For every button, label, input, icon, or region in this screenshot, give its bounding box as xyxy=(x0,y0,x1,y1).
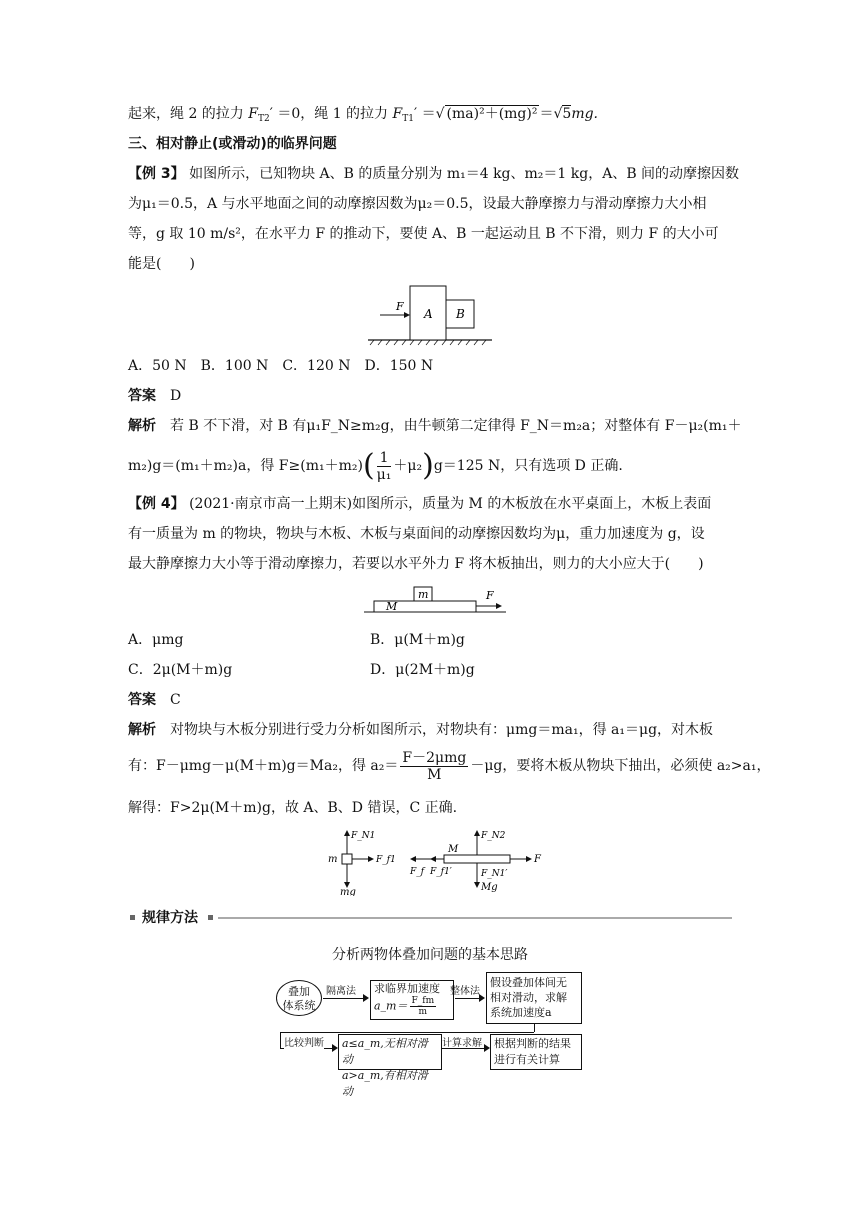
ex4-line3: 最大静摩擦力大小等于滑动摩擦力，若要以水平外力 F 将木板抽出，则力的大小应大于( ) xyxy=(128,556,704,572)
label-board-m: M xyxy=(448,844,459,855)
box2-line1: 假设叠加体间无 xyxy=(490,976,567,989)
paren-right: ) xyxy=(422,448,434,483)
ex4-tag: 【例 4】 xyxy=(128,496,185,512)
ex3-analysis2 xyxy=(128,448,623,484)
divider-line xyxy=(218,917,732,919)
label-m-small: m xyxy=(418,588,429,601)
top-line-text-3: ′ ＝ xyxy=(413,106,436,122)
ex3-tag: 【例 3】 xyxy=(128,166,185,182)
flow-title: 分析两物体叠加问题的基本思路 xyxy=(332,947,528,963)
sqrt5-sign: √ xyxy=(553,106,563,122)
method-divider xyxy=(128,908,732,928)
oval-stack-system xyxy=(276,980,322,1016)
label-f: F xyxy=(486,589,494,602)
fraction-numerator: 1 xyxy=(377,450,392,467)
divider-square-left xyxy=(130,915,135,920)
answer-value: D xyxy=(170,388,182,404)
equals-sign: ＝ xyxy=(539,106,554,122)
label-fn2: F_N2 xyxy=(481,831,506,841)
arrow-compare-label: 比较判断 xyxy=(284,1034,324,1049)
ex4-opt-a: A．μmg xyxy=(128,632,184,648)
connector-down xyxy=(534,1024,535,1032)
ex3-line4: 能是( ) xyxy=(128,256,195,272)
box4-line2: 进行有关计算 xyxy=(494,1053,560,1066)
ex4-line1 xyxy=(128,494,711,514)
analysis2-pre: 有：F－μmg－μ(M＋m)g＝Ma₂，得 a₂＝ xyxy=(128,758,399,774)
analysis2-pre: m₂)g＝(m₁＋m₂)a，得 F≥(m₁＋m₂) xyxy=(128,458,363,474)
ft2-symbol: F xyxy=(248,106,258,122)
ex4-opt-b: B．μ(M＋m)g xyxy=(370,632,465,648)
answer-label: 答案 xyxy=(128,692,156,708)
force-arrow xyxy=(404,312,410,318)
ground-hatch xyxy=(370,340,486,345)
box4-line1: 根据判断的结果 xyxy=(494,1037,571,1050)
method-title: 规律方法 xyxy=(142,910,198,926)
analysis2-post: －μg，要将木板从物块下抽出，必须使 a₂>a₁， xyxy=(470,758,771,774)
analysis2-post: g＝125 N，只有选项 D 正确. xyxy=(433,458,623,474)
paren-left: ( xyxy=(362,448,375,483)
ex4-opt-c: C．2μ(M＋m)g xyxy=(128,662,233,678)
ex4-answer xyxy=(128,690,181,710)
label-m-big: M xyxy=(386,600,398,613)
box1-line1: 求临界加速度 xyxy=(374,982,440,995)
box-critical-accel xyxy=(370,980,454,1020)
top-line-text: 起来，绳 2 的拉力 xyxy=(128,106,249,122)
top-line-end: mg. xyxy=(571,106,598,122)
ex4-line2: 有一质量为 m 的物块，物块与木板、木板与桌面间的动摩擦因数均为μ，重力加速度为 g，设 xyxy=(128,526,705,542)
divider-square-right xyxy=(208,915,213,920)
ex4-analysis3: 解得：F>2μ(M＋m)g，故 A、B、D 错误，C 正确. xyxy=(128,800,458,816)
connector-across xyxy=(280,1032,534,1033)
label-fn1: F_N1 xyxy=(351,831,376,841)
connector-left-down xyxy=(280,1032,281,1048)
label-ff1: F_f1 xyxy=(376,855,396,865)
ex4-opt-d: D．μ(2M＋m)g xyxy=(370,662,475,678)
arrow-isolation-label: 隔离法 xyxy=(326,986,356,997)
box1-fraction xyxy=(410,996,437,1017)
ex4-analysis1 xyxy=(128,720,713,740)
box1-num: F_fm xyxy=(411,996,435,1006)
ex4-line1-text: (2021·南京市高一上期末)如图所示，质量为 M 的木板放在水平桌面上，木板上表面 xyxy=(184,496,712,512)
free-body-diagrams xyxy=(322,826,544,896)
sqrt-body: (ma)²＋(mg)² xyxy=(446,106,538,122)
top-line xyxy=(128,104,598,129)
ft1-subscript: T1 xyxy=(402,114,414,124)
label-mg: mg xyxy=(340,887,356,896)
box3-line1: a≤a_m,无相对滑动 xyxy=(342,1037,428,1066)
ex3-line1-text: 如图所示，已知物块 A、B 的质量分别为 m₁＝4 kg、m₂＝1 kg，A、B 间的动摩擦因数 xyxy=(184,166,740,182)
sqrt-sign: √ xyxy=(435,106,445,122)
label-a: A xyxy=(424,307,433,321)
arrow-isolation-head xyxy=(363,994,369,1002)
fbd-block xyxy=(328,830,396,896)
oval-line1: 叠加 xyxy=(288,985,310,998)
ex3-answer xyxy=(128,386,181,406)
section3-title: 三、相对静止(或滑动)的临界问题 xyxy=(128,136,337,152)
ex3-options: A．50 N B．100 N C．120 N D．150 N xyxy=(128,358,434,374)
oval-line2: 体系统 xyxy=(282,999,316,1012)
flowchart xyxy=(270,968,600,1098)
label-ff: F_f xyxy=(410,867,425,877)
fraction-plus: ＋μ₂ xyxy=(393,458,423,474)
box-result xyxy=(490,1034,582,1070)
analysis-text: 对物块与木板分别进行受力分析如图所示，对物块有：μmg＝ma₁，得 a₁＝μg，对木板 xyxy=(170,722,714,738)
label-mg-board: Mg xyxy=(481,882,498,893)
top-line-text-2: ′ ＝0，绳 1 的拉力 xyxy=(269,106,393,122)
fraction-numerator: F－2μmg xyxy=(402,749,467,766)
arrow-calc-label: 计算求解 xyxy=(442,1038,482,1049)
label-b: B xyxy=(456,307,465,321)
sqrt5-body: 5 xyxy=(562,106,572,122)
box2-line2: 相对滑动，求解 xyxy=(490,991,567,1004)
fraction-denominator: μ₁ xyxy=(376,466,392,483)
force-arrow xyxy=(496,603,502,609)
label-f: F xyxy=(396,300,404,313)
fbd-board xyxy=(409,830,542,893)
ft1-symbol: F xyxy=(392,106,403,122)
arrow-isolation xyxy=(323,998,367,999)
ex4-figure xyxy=(360,582,510,618)
analysis-label: 解析 xyxy=(128,722,156,738)
ex3-fraction xyxy=(377,450,392,483)
answer-value: C xyxy=(170,692,181,708)
arrow-whole-label: 整体法 xyxy=(450,986,480,997)
fraction-denominator: M xyxy=(427,766,442,783)
analysis-text: 若 B 不下滑，对 B 有μ₁F_N≥m₂g，由牛顿第二定律得 F_N＝m₂a；对整体有 F－μ₂(m₁＋ xyxy=(170,418,742,434)
label-fn1-prime: F_N1′ xyxy=(481,869,508,879)
box-compare xyxy=(338,1034,442,1098)
ex3-line3: 等，g 取 10 m/s²，在水平力 F 的推动下，要使 A、B 一起运动且 B 不下滑，则力 F 的大小可 xyxy=(128,226,719,242)
box1-am: a_m＝ xyxy=(374,999,408,1013)
label-m: m xyxy=(328,854,338,865)
answer-label: 答案 xyxy=(128,388,156,404)
ex3-line1 xyxy=(128,164,739,184)
label-ff1-prime: F_f1′ xyxy=(430,867,452,877)
box1-den: m xyxy=(418,1007,428,1017)
analysis-label: 解析 xyxy=(128,418,156,434)
ex4-fraction xyxy=(400,750,468,783)
ex4-analysis2 xyxy=(128,748,771,784)
ex3-figure xyxy=(360,282,500,352)
box2-line3: 系统加速度a xyxy=(490,1006,552,1019)
box3-line2: a>a_m,有相对滑动 xyxy=(342,1069,428,1098)
ex3-analysis1 xyxy=(128,416,742,436)
ex3-line2: 为μ₁＝0.5，A 与水平地面之间的动摩擦因数为μ₂＝0.5，设最大静摩擦力与滑动摩擦力大小相 xyxy=(128,196,707,212)
label-board-f: F xyxy=(534,854,541,865)
box-assume xyxy=(486,972,582,1024)
box1-formula xyxy=(374,996,450,1017)
ft2-subscript: T2 xyxy=(257,114,270,124)
